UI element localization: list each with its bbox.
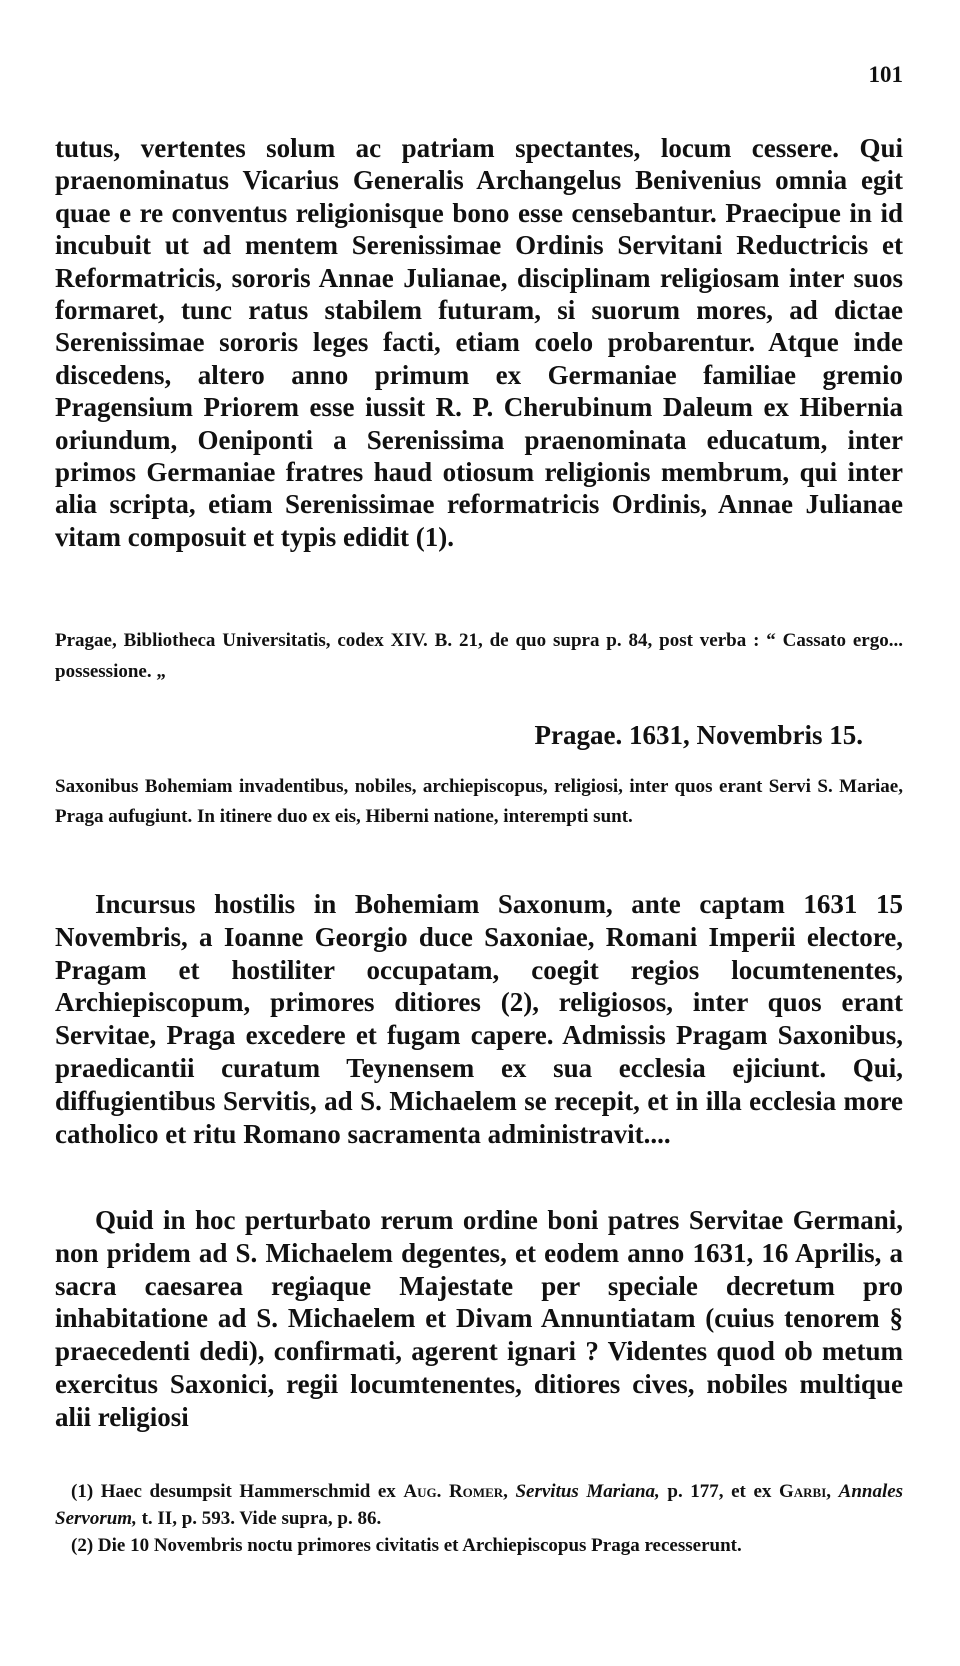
document-summary: Saxonibus Bohemiam invadentibus, nobiles, archiepiscopus, religiosi, inter quos erant Servi S. Mariae, Praga aufugiunt. In itinere duo ex eis, Hiberni natione, interempti sunt. [55, 776, 903, 827]
page-number: 101 [868, 62, 903, 87]
footnote-1-author-a: Aug. Romer, [403, 1481, 508, 1502]
footnote-1-title-b: Annales Servorum, [55, 1481, 904, 1529]
footnote-1-text-a: Haec desumpsit Hammerschmid ex [100, 1481, 396, 1502]
footnote-2 [55, 1532, 903, 1559]
footnote-1-text-c: t. II, p. 593. Vide supra, p. 86. [141, 1508, 382, 1529]
body-paragraph-1: tutus, vertentes solum ac patriam spectantes, locum cessere. Qui praenominatus Vicarius Generalis Archangelus Benivenius omnia egit quae e re conventus religionisque bono esse censebantur. Praecipue in id incubuit ut ad mentem Serenissimae Ordinis Servitani Reductricis et Reformatricis, sororis Annae Julianae, disciplinam religiosam inter suos formaret, tunc ratus stabilem futuram, si suorum mores, ad dictae Serenissimae sororis leges facti, etiam coelo probarentur. Atque inde discedens, altero anno primum ex Germaniae familiae gremio Pragensium Priorem esse iussit R. P. Cherubinum Daleum ex Hibernia oriundum, Oeniponti a Serenissima praenominata educatum, inter primos Germaniae fratres haud otiosum religionis membrum, qui inter alia scripta, etiam Serenissimae reformatricis Ordinis, Annae Julianae vitam composuit et typis edidit (1). [55, 133, 903, 552]
footnote-2-marker: (2) [71, 1535, 94, 1556]
footnote-1-author-b: Garbi, [779, 1481, 832, 1502]
footnote-1 [55, 1478, 903, 1532]
dateline: Pragae. 1631, Novembris 15. [534, 720, 863, 750]
body-paragraph-2: Incursus hostilis in Bohemiam Saxonum, ante captam 1631 15 Novembris, a Ioanne Georgio duce Saxoniae, Romani Imperii electore, Pragam et hostiliter occupatam, coegit regios locumtenentes, Archiepiscopum, primores ditiores (2), religiosos, inter quos erant Servitae, Praga excedere et fugam capere. Admissis Pragam Saxonibus, praedicantii curatum Teynensem ex sua ecclesia ejiciunt. Qui, diffugientibus Servitis, ad S. Michaelem se recepit, et in illa ecclesia more catholico et ritu Romano sacramenta administravit.... [55, 889, 903, 1149]
document-page [55, 0, 903, 1666]
footnote-1-text-b: p. 177, et ex [667, 1481, 772, 1502]
footnotes [55, 1478, 903, 1559]
footnote-1-marker: (1) [71, 1481, 94, 1502]
footnote-1-title-a: Servitus Mariana, [515, 1481, 660, 1502]
source-note: Pragae, Bibliotheca Universitatis, codex XIV. B. 21, de quo supra p. 84, post verba : “ Cassato ergo... possessione. „ [55, 630, 903, 682]
body-paragraph-3: Quid in hoc perturbato rerum ordine boni patres Servitae Germani, non pridem ad S. Michaelem degentes, et eodem anno 1631, 16 Aprilis, a sacra caesarea regiaque Majestate per speciale decretum pro inhabitatione ad S. Michaelem et Divam Annuntiatam (cuius tenorem § praecedenti dedi), confirmati, agerent ignari ? Videntes quod ob metum exercitus Saxonici, regii locumtenentes, ditiores cives, nobiles multique alii religiosi [55, 1205, 903, 1432]
footnote-2-text: Die 10 Novembris noctu primores civitatis et Archiepiscopus Praga recesserunt. [97, 1535, 742, 1556]
